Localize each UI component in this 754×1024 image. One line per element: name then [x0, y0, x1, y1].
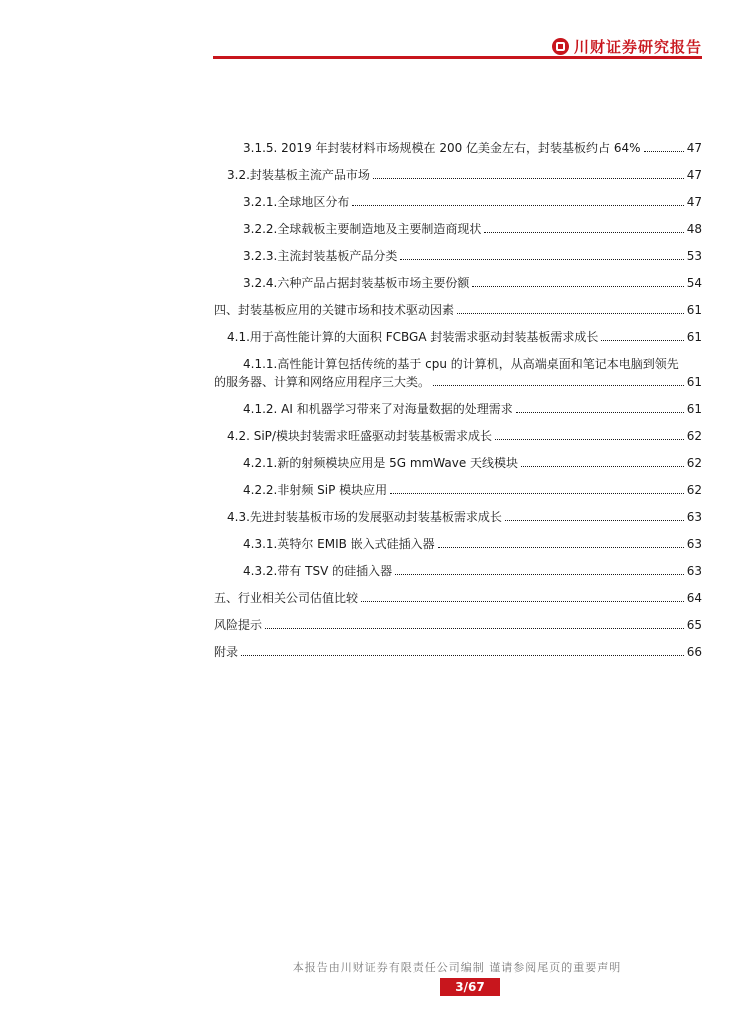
toc-entry-4-3-1[interactable]	[214, 535, 702, 553]
toc-leader-dots	[433, 385, 684, 386]
toc-entry-title: 4.1.2. AI 和机器学习带来了对海量数据的处理需求	[243, 402, 513, 416]
page-number-badge: 3/67	[440, 978, 500, 996]
toc-leader-dots	[495, 439, 684, 440]
toc-leader-dots	[505, 520, 684, 521]
toc-entry-title: 3.2.2.全球载板主要制造地及主要制造商现状	[243, 222, 482, 236]
toc-leader-dots	[395, 574, 684, 575]
toc-entry-title: 3.2.封装基板主流产品市场	[227, 168, 370, 182]
toc-leader-dots	[516, 412, 684, 413]
toc-entry-page: 64	[686, 591, 702, 605]
toc-leader-dots	[352, 205, 683, 206]
toc-leader-dots	[601, 340, 683, 341]
toc-entry-4-2-2[interactable]	[214, 481, 702, 499]
toc-entry-page: 47	[686, 141, 702, 155]
toc-leader-dots	[361, 601, 684, 602]
toc-entry-title: 4.2.1.新的射频模块应用是 5G mmWave 天线模块	[243, 456, 519, 470]
toc-entry-page: 54	[686, 276, 702, 290]
toc-entry-3-2-4[interactable]	[214, 274, 702, 292]
toc-entry-title-line1: 4.1.1.高性能计算包括传统的基于 cpu 的计算机，从高端桌面和笔记本电脑到领先	[243, 357, 679, 371]
toc-entry-4-1-1[interactable]	[214, 355, 702, 391]
toc-entry-chapter-5[interactable]	[214, 589, 702, 607]
toc-entry-page: 47	[686, 168, 702, 182]
toc-leader-dots	[400, 259, 683, 260]
toc-entry-title: 3.1.5. 2019 年封装材料市场规模在 200 亿美金左右，封装基板约占 64%	[243, 141, 641, 155]
toc-entry-chapter-4[interactable]	[214, 301, 702, 319]
toc-entry-title: 3.2.1.全球地区分布	[243, 195, 350, 209]
toc-entry-title: 4.3.1.英特尔 EMIB 嵌入式硅插入器	[243, 537, 435, 551]
toc-entry-title: 4.1.用于高性能计算的大面积 FCBGA 封装需求驱动封装基板需求成长	[227, 330, 599, 344]
toc-entry-title-line2: 的服务器、计算和网络应用程序三大类。	[214, 375, 431, 389]
toc-entry-title: 3.2.3.主流封装基板产品分类	[243, 249, 398, 263]
toc-entry-3-1-5[interactable]	[214, 139, 702, 157]
toc-entry-3-2-3[interactable]	[214, 247, 702, 265]
toc-entry-page: 61	[686, 330, 702, 344]
toc-entry-page: 63	[686, 510, 702, 524]
toc-leader-dots	[472, 286, 683, 287]
toc-entry-3-2-1[interactable]	[214, 193, 702, 211]
toc-entry-4-3-2[interactable]	[214, 562, 702, 580]
toc-entry-3-2[interactable]	[214, 166, 702, 184]
toc-leader-dots	[265, 628, 684, 629]
toc-entry-page: 66	[686, 645, 702, 659]
toc-leader-dots	[438, 547, 684, 548]
toc-entry-title: 4.3.2.带有 TSV 的硅插入器	[243, 564, 393, 578]
toc-entry-risk[interactable]	[214, 616, 702, 634]
toc-entry-title: 四、封装基板应用的关键市场和技术驱动因素	[214, 303, 455, 317]
toc-entry-page: 65	[686, 618, 702, 632]
toc-entry-page: 48	[686, 222, 702, 236]
footer-disclaimer: 本报告由川财证券有限责任公司编制 谨请参阅尾页的重要声明	[292, 961, 622, 974]
toc-leader-dots	[484, 232, 683, 233]
header-brand	[552, 36, 702, 57]
toc-entry-page: 63	[686, 564, 702, 578]
toc-entry-4-3[interactable]	[214, 508, 702, 526]
toc-leader-dots	[241, 655, 684, 656]
toc-entry-title: 五、行业相关公司估值比较	[214, 591, 359, 605]
toc-entry-title: 3.2.4.六种产品占据封装基板市场主要份额	[243, 276, 470, 290]
toc-entry-title: 4.2.2.非射频 SiP 模块应用	[243, 483, 388, 497]
toc-entry-page: 62	[686, 483, 702, 497]
toc-entry-page: 63	[686, 537, 702, 551]
toc-entry-title-line2-row	[214, 373, 702, 391]
toc-entry-page: 61	[686, 375, 702, 389]
toc-entry-3-2-2[interactable]	[214, 220, 702, 238]
toc-entry-page: 61	[686, 402, 702, 416]
toc-leader-dots	[390, 493, 684, 494]
toc-leader-dots	[373, 178, 684, 179]
header-rule	[213, 56, 702, 59]
toc-entry-4-1[interactable]	[214, 328, 702, 346]
toc-entry-title: 附录	[214, 645, 239, 659]
toc-entry-appendix[interactable]	[214, 643, 702, 661]
toc-entry-title: 风险提示	[214, 618, 263, 632]
toc-leader-dots	[457, 313, 684, 314]
toc-leader-dots	[521, 466, 684, 467]
toc-entry-4-2-1[interactable]	[214, 454, 702, 472]
table-of-contents	[214, 139, 702, 670]
toc-entry-page: 61	[686, 303, 702, 317]
toc-entry-title: 4.2. SiP/模块封装需求旺盛驱动封装基板需求成长	[227, 429, 492, 443]
toc-entry-4-2[interactable]	[214, 427, 702, 445]
chuancai-logo-icon	[552, 38, 569, 55]
toc-entry-4-1-2[interactable]	[214, 400, 702, 418]
toc-leader-dots	[644, 151, 684, 152]
toc-entry-page: 53	[686, 249, 702, 263]
toc-entry-title: 4.3.先进封装基板市场的发展驱动封装基板需求成长	[227, 510, 502, 524]
toc-entry-page: 47	[686, 195, 702, 209]
toc-entry-page: 62	[686, 429, 702, 443]
brand-name: 川财证券研究报告	[573, 38, 702, 56]
toc-entry-page: 62	[686, 456, 702, 470]
